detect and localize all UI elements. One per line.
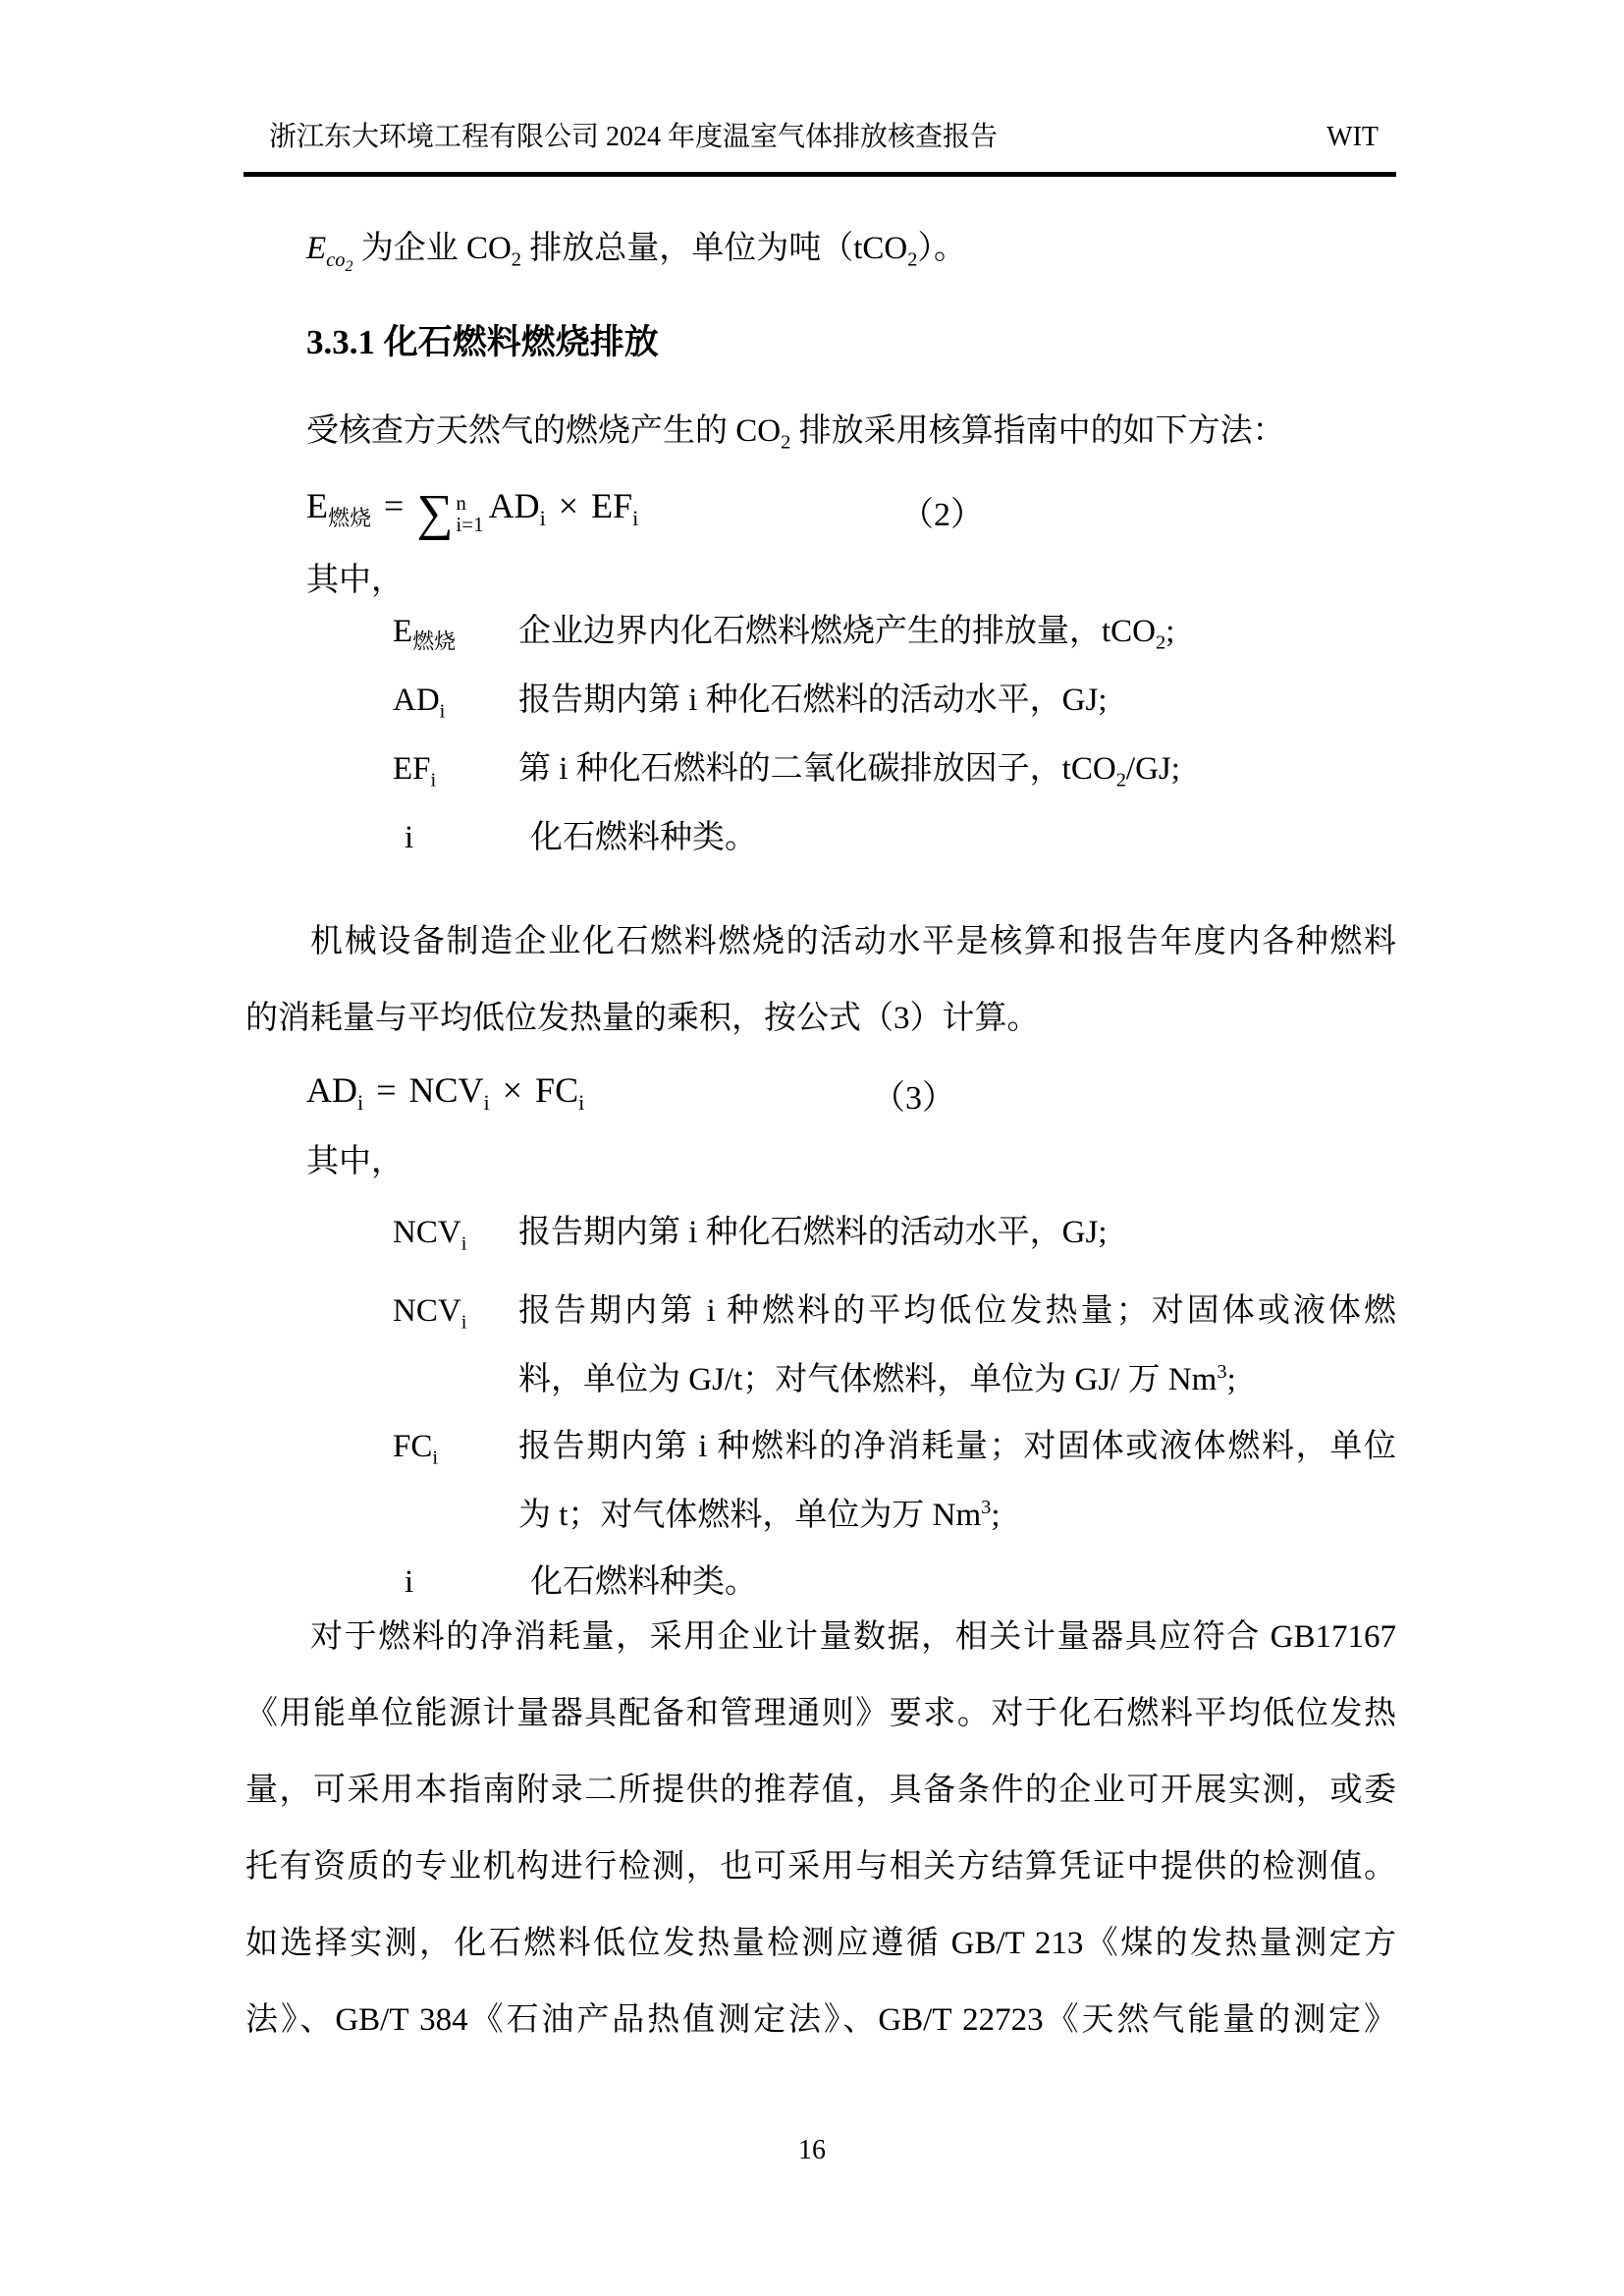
definition-term: $AD_i$ bbox=[393, 683, 446, 723]
definition-row bbox=[245, 609, 1396, 678]
intro-line bbox=[245, 226, 1396, 290]
paragraph-2 bbox=[245, 1599, 1396, 2058]
page-content bbox=[245, 0, 1396, 2296]
formula-2 bbox=[245, 462, 1396, 549]
where-clause-1: 其中， bbox=[306, 563, 404, 598]
multiplication-sign: × bbox=[558, 486, 579, 525]
sigma-upper-limit: n bbox=[456, 491, 466, 515]
formula-2-term-1-sub: i bbox=[539, 506, 546, 531]
definition-list-2 bbox=[245, 1202, 1396, 1618]
formula-3-term-2: FC bbox=[535, 1070, 579, 1110]
definition-desc: 化石燃料种类。 bbox=[530, 820, 757, 855]
formula-3 bbox=[245, 1063, 1396, 1128]
formula-3-expression bbox=[245, 1063, 1396, 1128]
formula-2-number: （2） bbox=[900, 497, 984, 533]
formula-2-expression bbox=[245, 462, 1396, 549]
paragraph-2-line-5: 如选择实测，化石燃料低位发热量检测应遵循 GB/T 213《煤的发热量测定方 bbox=[245, 1926, 1396, 1961]
definition-desc: 报告期内第 i 种燃料的净消耗量；对固体或液体燃料，单位 为 t；对气体燃料，单位为万 Nm$^3$; bbox=[518, 1428, 1396, 1533]
paragraph-1-line-2: 的消耗量与平均低位发热量的乘积，按公式（3）计算。 bbox=[245, 1001, 1040, 1036]
sigma-limits bbox=[456, 492, 483, 535]
definition-desc: 化石燃料种类。 bbox=[530, 1563, 757, 1600]
paragraph-2-line-2: 《用能单位能源计量器具配备和管理通则》要求。对于化石燃料平均低位发热 bbox=[245, 1696, 1396, 1731]
definition-row bbox=[245, 678, 1396, 746]
header-title: 浙江东大环境工程有限公司 2024 年度温室气体排放核查报告 bbox=[269, 122, 999, 152]
formula-2-term-2: EF bbox=[591, 486, 633, 525]
method-line bbox=[245, 409, 1396, 465]
definition-term: $FC_i$ bbox=[393, 1428, 439, 1469]
where-clause-2: 其中， bbox=[306, 1144, 404, 1179]
definition-desc: 第 i 种化石燃料的二氧化碳排放因子，tCO$_2$/GJ; bbox=[518, 751, 1180, 792]
header-divider bbox=[244, 172, 1396, 177]
sigma-icon: ∑ bbox=[416, 485, 454, 541]
paragraph-2-line-3: 量，可采用本指南附录二所提供的推荐值，具备条件的企业可开展实测，或委 bbox=[245, 1773, 1396, 1808]
intro-text-3: ）。 bbox=[917, 231, 966, 266]
summation-symbol bbox=[416, 485, 484, 541]
intro-text-2: 排放总量，单位为吨（tCO bbox=[521, 231, 908, 266]
definition-term: $EF_i$ bbox=[393, 751, 437, 792]
paragraph-2-line-4: 托有资质的专业机构进行检测，也可采用与相关方结算凭证中提供的检测值。 bbox=[245, 1849, 1396, 1885]
definition-desc: 企业边界内化石燃料燃烧产生的排放量，tCO$_2$; bbox=[518, 614, 1175, 654]
method-text-1: 受核查方天然气的燃烧产生的 CO bbox=[306, 413, 782, 449]
page-header bbox=[245, 120, 1396, 155]
sigma-lower-limit: i=1 bbox=[456, 513, 484, 536]
paragraph-2-line-1: 对于燃料的净消耗量，采用企业计量数据，相关计量器具应符合 GB17167 bbox=[310, 1619, 1396, 1655]
equals-sign: = bbox=[384, 486, 405, 525]
formula-3-term-2-sub: i bbox=[578, 1090, 585, 1116]
definition-term: $NCV_i$ bbox=[393, 1215, 467, 1255]
formula-3-lhs: AD bbox=[306, 1070, 357, 1110]
formula-2-lhs: E bbox=[306, 486, 328, 525]
formula-2-term-2-sub: i bbox=[632, 506, 639, 531]
intro-sub-2: 2 bbox=[907, 248, 918, 271]
formula-3-number: （3） bbox=[872, 1080, 955, 1117]
intro-var-sub: co2 bbox=[326, 248, 353, 275]
definition-term: i bbox=[405, 820, 414, 855]
header-brand: WIT bbox=[1326, 122, 1379, 152]
paragraph-1 bbox=[245, 903, 1396, 1057]
paragraph-1-line-1: 机械设备制造企业化石燃料燃烧的活动水平是核算和报告年度内各种燃料 bbox=[310, 924, 1396, 959]
multiplication-sign: × bbox=[502, 1070, 523, 1110]
definition-term: i bbox=[405, 1563, 414, 1600]
definition-list-1 bbox=[245, 609, 1396, 884]
definition-term: $E_{燃烧}$ bbox=[393, 614, 457, 654]
intro-sub-1: 2 bbox=[511, 248, 521, 271]
definition-desc: 报告期内第 i 种化石燃料的活动水平，GJ; bbox=[518, 1215, 1108, 1250]
formula-2-lhs-sub: 燃烧 bbox=[328, 506, 372, 531]
definition-row bbox=[245, 815, 1396, 884]
paragraph-2-line-6: 法》、GB/T 384《石油产品热值测定法》、GB/T 22723《天然气能量的测定》 bbox=[245, 2002, 1396, 2038]
method-text-2: 排放采用核算指南中的如下方法： bbox=[790, 413, 1285, 449]
definition-row bbox=[245, 746, 1396, 815]
formula-3-lhs-sub: i bbox=[357, 1090, 364, 1116]
formula-3-term-1-sub: i bbox=[483, 1090, 490, 1116]
intro-text-1: 为企业 CO bbox=[352, 231, 512, 266]
definition-row bbox=[245, 1416, 1396, 1546]
method-sub-1: 2 bbox=[781, 431, 791, 454]
definition-term: $NCV_i$ bbox=[393, 1292, 467, 1334]
definition-desc: 报告期内第 i 种燃料的平均低位发热量；对固体或液体燃 料，单位为 GJ/t；对气体燃料，单位为 GJ/ 万 Nm$^3$; bbox=[518, 1292, 1396, 1397]
formula-3-term-1: NCV bbox=[408, 1070, 484, 1110]
definition-desc: 报告期内第 i 种化石燃料的活动水平，GJ; bbox=[518, 683, 1108, 718]
intro-var: E bbox=[306, 231, 327, 266]
definition-row bbox=[245, 1202, 1396, 1275]
equals-sign: = bbox=[376, 1070, 397, 1110]
formula-2-term-1: AD bbox=[488, 486, 540, 525]
section-heading: 3.3.1 化石燃料燃烧排放 bbox=[306, 323, 659, 361]
definition-row bbox=[245, 1281, 1396, 1410]
page-number: 16 bbox=[798, 2135, 826, 2165]
